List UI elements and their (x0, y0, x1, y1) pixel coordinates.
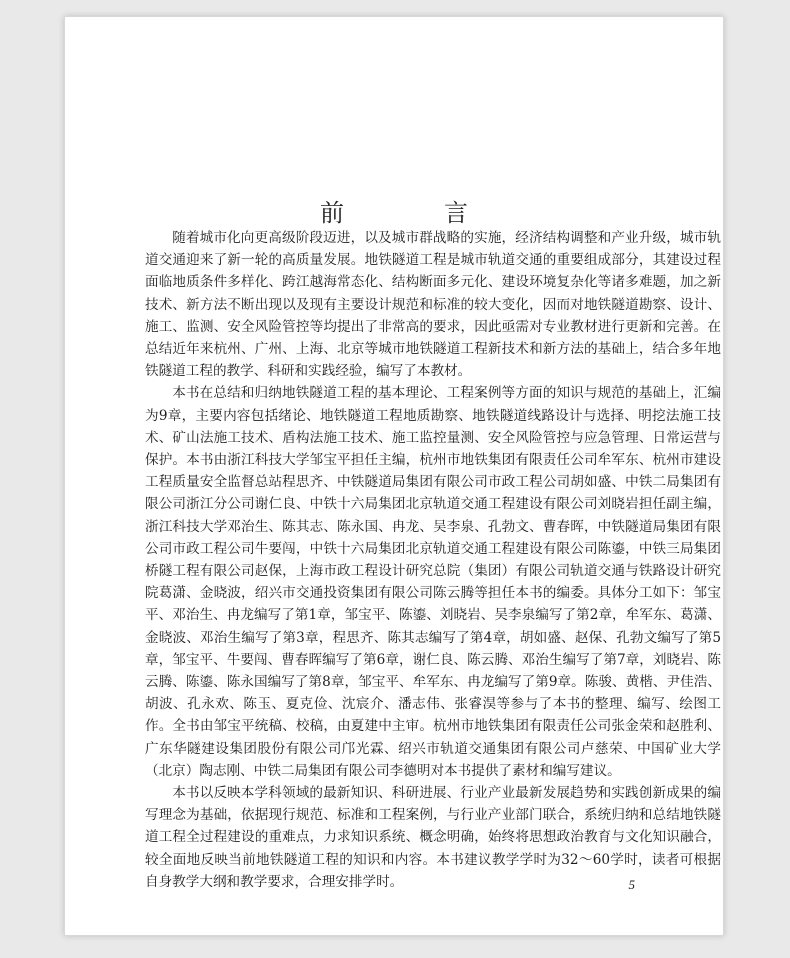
paragraph-3: 本书以反映本学科领域的最新知识、科研进展、行业产业最新发展趋势和实践创新成果的编写理念为基础，依据现行规范、标准和工程案例，与行业产业部门联合，系统归纳和总结地铁隧道工程全过程建设的重难点，力求知识系统、概念明确，始终将思想政治教育与文化知识融合，较全面地反映当前地铁隧道工程的知识和内容。本书建议教学学时为32～60学时，读者可根据自身教学大纲和教学要求，合理安排学时。 (145, 785, 721, 890)
page-number: 5 (628, 877, 635, 892)
paragraph-2: 本书在总结和归纳地铁隧道工程的基本理论、工程案例等方面的知识与规范的基础上，汇编为9章，主要内容包括绪论、地铁隧道工程地质勘察、地铁隧道线路设计与选择、明挖法施工技术、矿山法施工技术、盾构法施工技术、施工监控量测、安全风险管控与应急管理、日常运营与保护。本书由浙江科技大学邹宝平担任主编，杭州市地铁集团有限责任公司牟军东、杭州市建设工程质量安全监督总站程思齐、中铁隧道局集团有限公司市政工程公司胡如盛、中铁二局集团有限公司浙江分公司谢仁良、中铁十六局集团北京轨道交通工程建设有限公司刘晓岩担任副主编，浙江科技大学邓治生、陈其志、陈永国、冉龙、吴李泉、孔勃文、曹春晖，中铁隧道局集团有限公司市政工程公司牛要闯，中铁十六局集团北京轨道交通工程建设有限公司陈鎏，中铁三局集团桥隧工程有限公司赵保，上海市政工程设计研究总院（集团）有限公司轨道交通与铁路设计研究院葛潇、金晓波，绍兴市交通投资集团有限公司陈云腾等担任本书的编委。具体分工如下：邹宝平、邓治生、冉龙编写了第1章，邹宝平、陈鎏、刘晓岩、吴李泉编写了第2章，牟军东、葛潇、金晓波、邓治生编写了第3章，程思齐、陈其志编写了第4章，胡如盛、赵保、孔勃文编写了第5章，邹宝平、牛要闯、曹春晖编写了第6章，谢仁良、陈云腾、邓治生编写了第7章，刘晓岩、陈云腾、陈鎏、陈永国编写了第8章，邹宝平、牟军东、冉龙编写了第9章。陈骏、黄楷、尹佳浩、胡波、孔永欢、陈玉、夏克俭、沈宸介、潘志伟、张睿淏等参与了本书的整理、编写、绘图工作。全书由邹宝平统稿、校稿，由夏建中主审。杭州市地铁集团有限责任公司张金荣和赵胜利、广东华隧建设集团股份有限公司邝光霖、绍兴市轨道交通集团有限公司卢慈荣、中国矿业大学（北京）陶志刚、中铁二局集团有限公司李德明对本书提供了素材和编写建议。 (145, 385, 721, 779)
preface-body (145, 227, 721, 893)
paragraph-1: 随着城市化向更高级阶段迈进，以及城市群战略的实施，经济结构调整和产业升级，城市轨道交通迎来了新一轮的高质量发展。地铁隧道工程是城市轨道交通的重要组成部分，其建设过程面临地质条件多样化、跨江越海常态化、结构断面多元化、建设环境复杂化等诸多难题，加之新技术、新方法不断出现以及现有主要设计规范和标准的较大变化，因而对地铁隧道勘察、设计、施工、监测、安全风险管控等均提出了非常高的要求，因此亟需对专业教材进行更新和完善。在总结近年来杭州、广州、上海、北京等城市地铁隧道工程新技术和新方法的基础上，结合多年地铁隧道工程的教学、科研和实践经验，编写了本教材。 (145, 230, 721, 380)
page-title: 前 言 (320, 199, 506, 228)
book-page (64, 16, 724, 936)
